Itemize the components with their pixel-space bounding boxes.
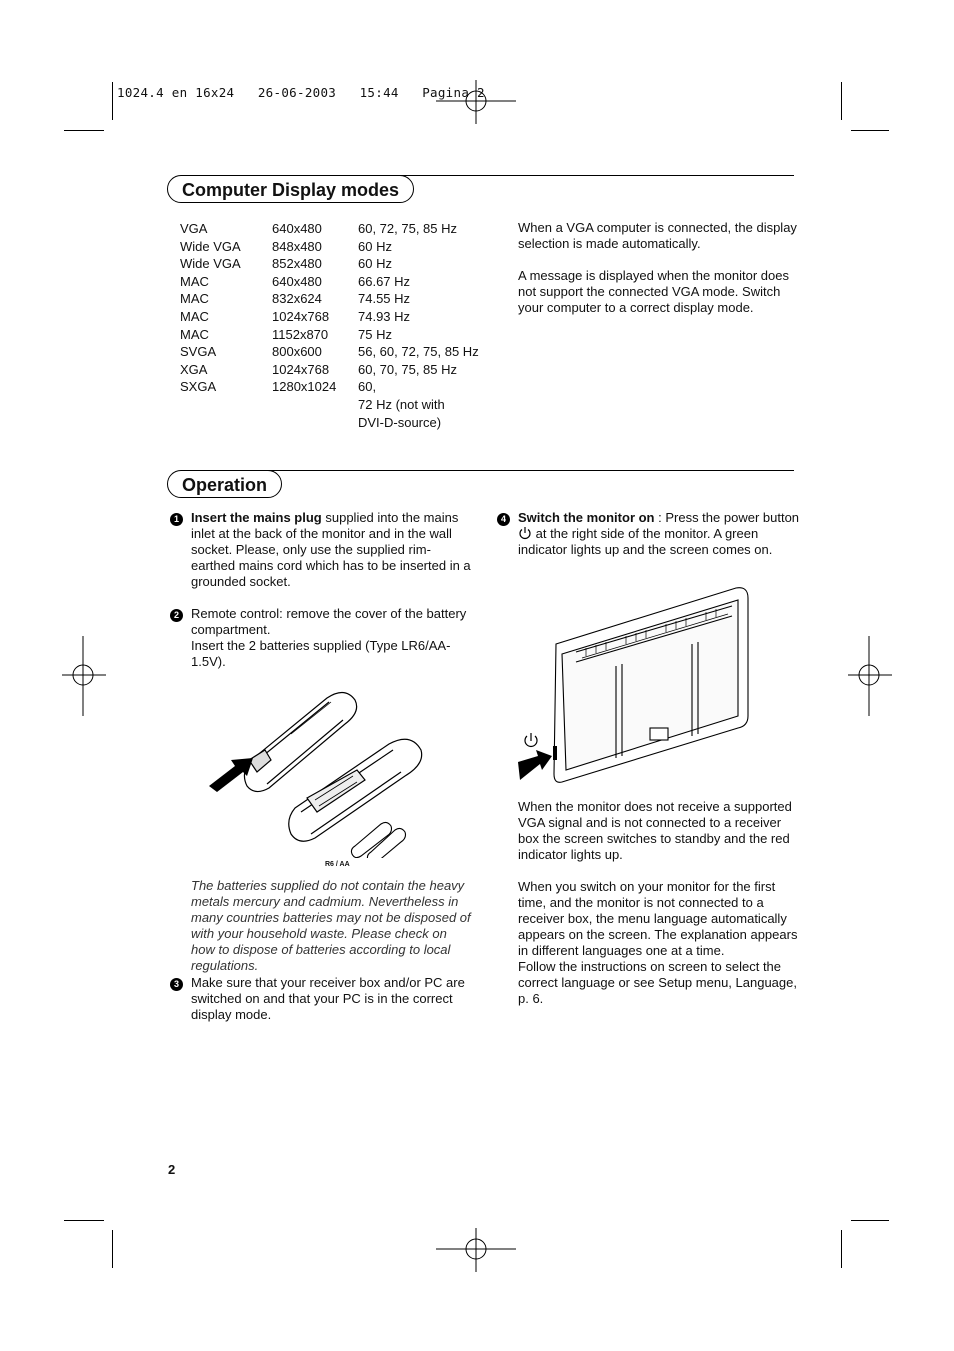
display-mode-row [180,361,498,379]
mode-frequency: 60, [358,379,377,395]
mode-name: SVGA [180,344,217,360]
step-1-bold: Insert the mains plug [191,510,322,525]
step-1-text [191,510,471,590]
step-4-body-b: at the right side of the monitor. A green indicator lights up and the screen comes on. [518,526,773,557]
display-mode-row [180,290,498,308]
first-time-note: When you switch on your monitor for the first time, and the monitor is not connected to a receiver box, the menu language automatically appears on the screen. The explanation appears in different languages one at a time. [518,879,798,958]
step-number-2: 2 [170,609,183,622]
vga-unsupported-note: A message is displayed when the monitor does not support the connected VGA mode. Switch your computer to a correct display mode. [518,268,789,315]
vga-auto-note: When a VGA computer is connected, the display selection is made automatically. [518,220,797,251]
registration-mark-top [436,80,516,124]
step-2-text [191,606,471,670]
power-icon [525,733,537,746]
display-mode-row-continuation [180,396,498,414]
crop-mark [64,1220,104,1221]
print-slug: 1024.4 en 16x24 26-06-2003 15:44 Pagina 2 [117,85,485,100]
mode-resolution: 1280x1024 [272,379,337,395]
page-number: 2 [168,1162,176,1177]
section-rule [230,470,794,471]
step-number-3: 3 [170,978,183,991]
battery-type-label: R6 / AA [325,861,350,868]
crop-mark [64,130,104,131]
operation-notes-right [518,799,804,1007]
registration-mark-bottom [436,1228,516,1272]
step-4-text [518,510,800,558]
battery-icon [351,822,405,858]
follow-instructions-note: Follow the instructions on screen to select the correct language or see Setup menu, Language, p. 6. [518,959,797,1006]
section-title-display-modes: Computer Display modes [167,175,414,203]
vga-note [518,220,800,316]
step-1-body: supplied into the mains inlet at the back of the monitor and in the wall socket. Please, only use the supplied rim-earthed mains cord which has to be inserted in a grounded socket. [191,510,471,589]
section-title-operation: Operation [167,470,282,498]
step-3-text: Make sure that your receiver box and/or PC are switched on and that your PC is in the correct display mode. [191,975,465,1022]
registration-mark-right [848,636,892,716]
mode-resolution: 848x480 [272,238,322,254]
mode-resolution: 1024x768 [272,361,330,377]
mode-frequency: 56, 60, 72, 75, 85 Hz [358,344,479,360]
mode-name: Wide VGA [180,238,241,254]
mode-resolution: 1024x768 [272,308,330,324]
mode-name: MAC [180,308,209,324]
mode-frequency: 60 Hz [358,256,392,272]
crop-mark [851,1220,889,1221]
step-number-4: 4 [497,513,510,526]
mode-frequency: 60 Hz [358,238,392,254]
step-4-body-a: : Press the power button [654,510,800,525]
power-icon [518,526,532,540]
mode-name: MAC [180,326,209,342]
mode-frequency: 66.67 Hz [358,273,411,289]
crop-mark [112,1230,113,1268]
battery-disposal-note: The batteries supplied do not contain the heavy metals mercury and cadmium. Nevertheless in many countries batteries may not be disposed of with your household waste. Please check on how to dispose of batteries according to local regulations. [191,878,471,973]
display-mode-row [180,273,498,291]
mode-name: SXGA [180,379,217,395]
mode-frequency: 75 Hz [358,326,392,342]
insert-arrow-icon [209,758,253,792]
mode-name: XGA [180,361,208,377]
remote-control-illustration [205,688,430,858]
mode-name: MAC [180,291,209,307]
crop-mark [841,82,842,120]
crop-mark [112,82,113,120]
mode-name: Wide VGA [180,256,241,272]
display-mode-row [180,326,498,344]
display-mode-row [180,238,498,256]
mode-resolution: 640x480 [272,221,322,236]
display-mode-row [180,378,498,396]
mode-resolution: 832x624 [272,291,322,307]
display-mode-row-continuation [180,414,498,432]
crop-mark [841,1230,842,1268]
press-arrow-icon [518,750,552,780]
mode-name: MAC [180,273,209,289]
registration-mark-left [62,636,106,716]
standby-note: When the monitor does not receive a supported VGA signal and is not connected to a receiver box the screen switches to standby and the red indicator lights up. [518,799,792,862]
mode-frequency: 72 Hz (not with [358,396,445,412]
monitor-rear-illustration [516,586,756,786]
step-4-bold: Switch the monitor on [518,510,655,525]
display-mode-row [180,255,498,273]
mode-frequency: 74.93 Hz [358,308,411,324]
mode-frequency: DVI-D-source) [358,414,442,430]
mode-frequency: 60, 72, 75, 85 Hz [358,221,458,236]
step-2-line2: Insert the 2 batteries supplied (Type LR6/AA-1.5V). [191,638,451,669]
step-2-line1: Remote control: remove the cover of the battery compartment. [191,606,467,637]
display-modes-table [180,220,498,431]
crop-mark [851,130,889,131]
remote-open-top [244,692,356,791]
mode-resolution: 1152x870 [272,326,329,342]
mode-frequency: 74.55 Hz [358,291,411,307]
mode-resolution: 640x480 [272,273,322,289]
display-mode-row [180,220,498,238]
step-number-1: 1 [170,513,183,526]
mode-resolution: 800x600 [272,344,322,360]
mode-frequency: 60, 70, 75, 85 Hz [358,361,458,377]
mode-resolution: 852x480 [272,256,322,272]
display-mode-row [180,343,498,361]
display-mode-row [180,308,498,326]
mode-name: VGA [180,221,208,236]
